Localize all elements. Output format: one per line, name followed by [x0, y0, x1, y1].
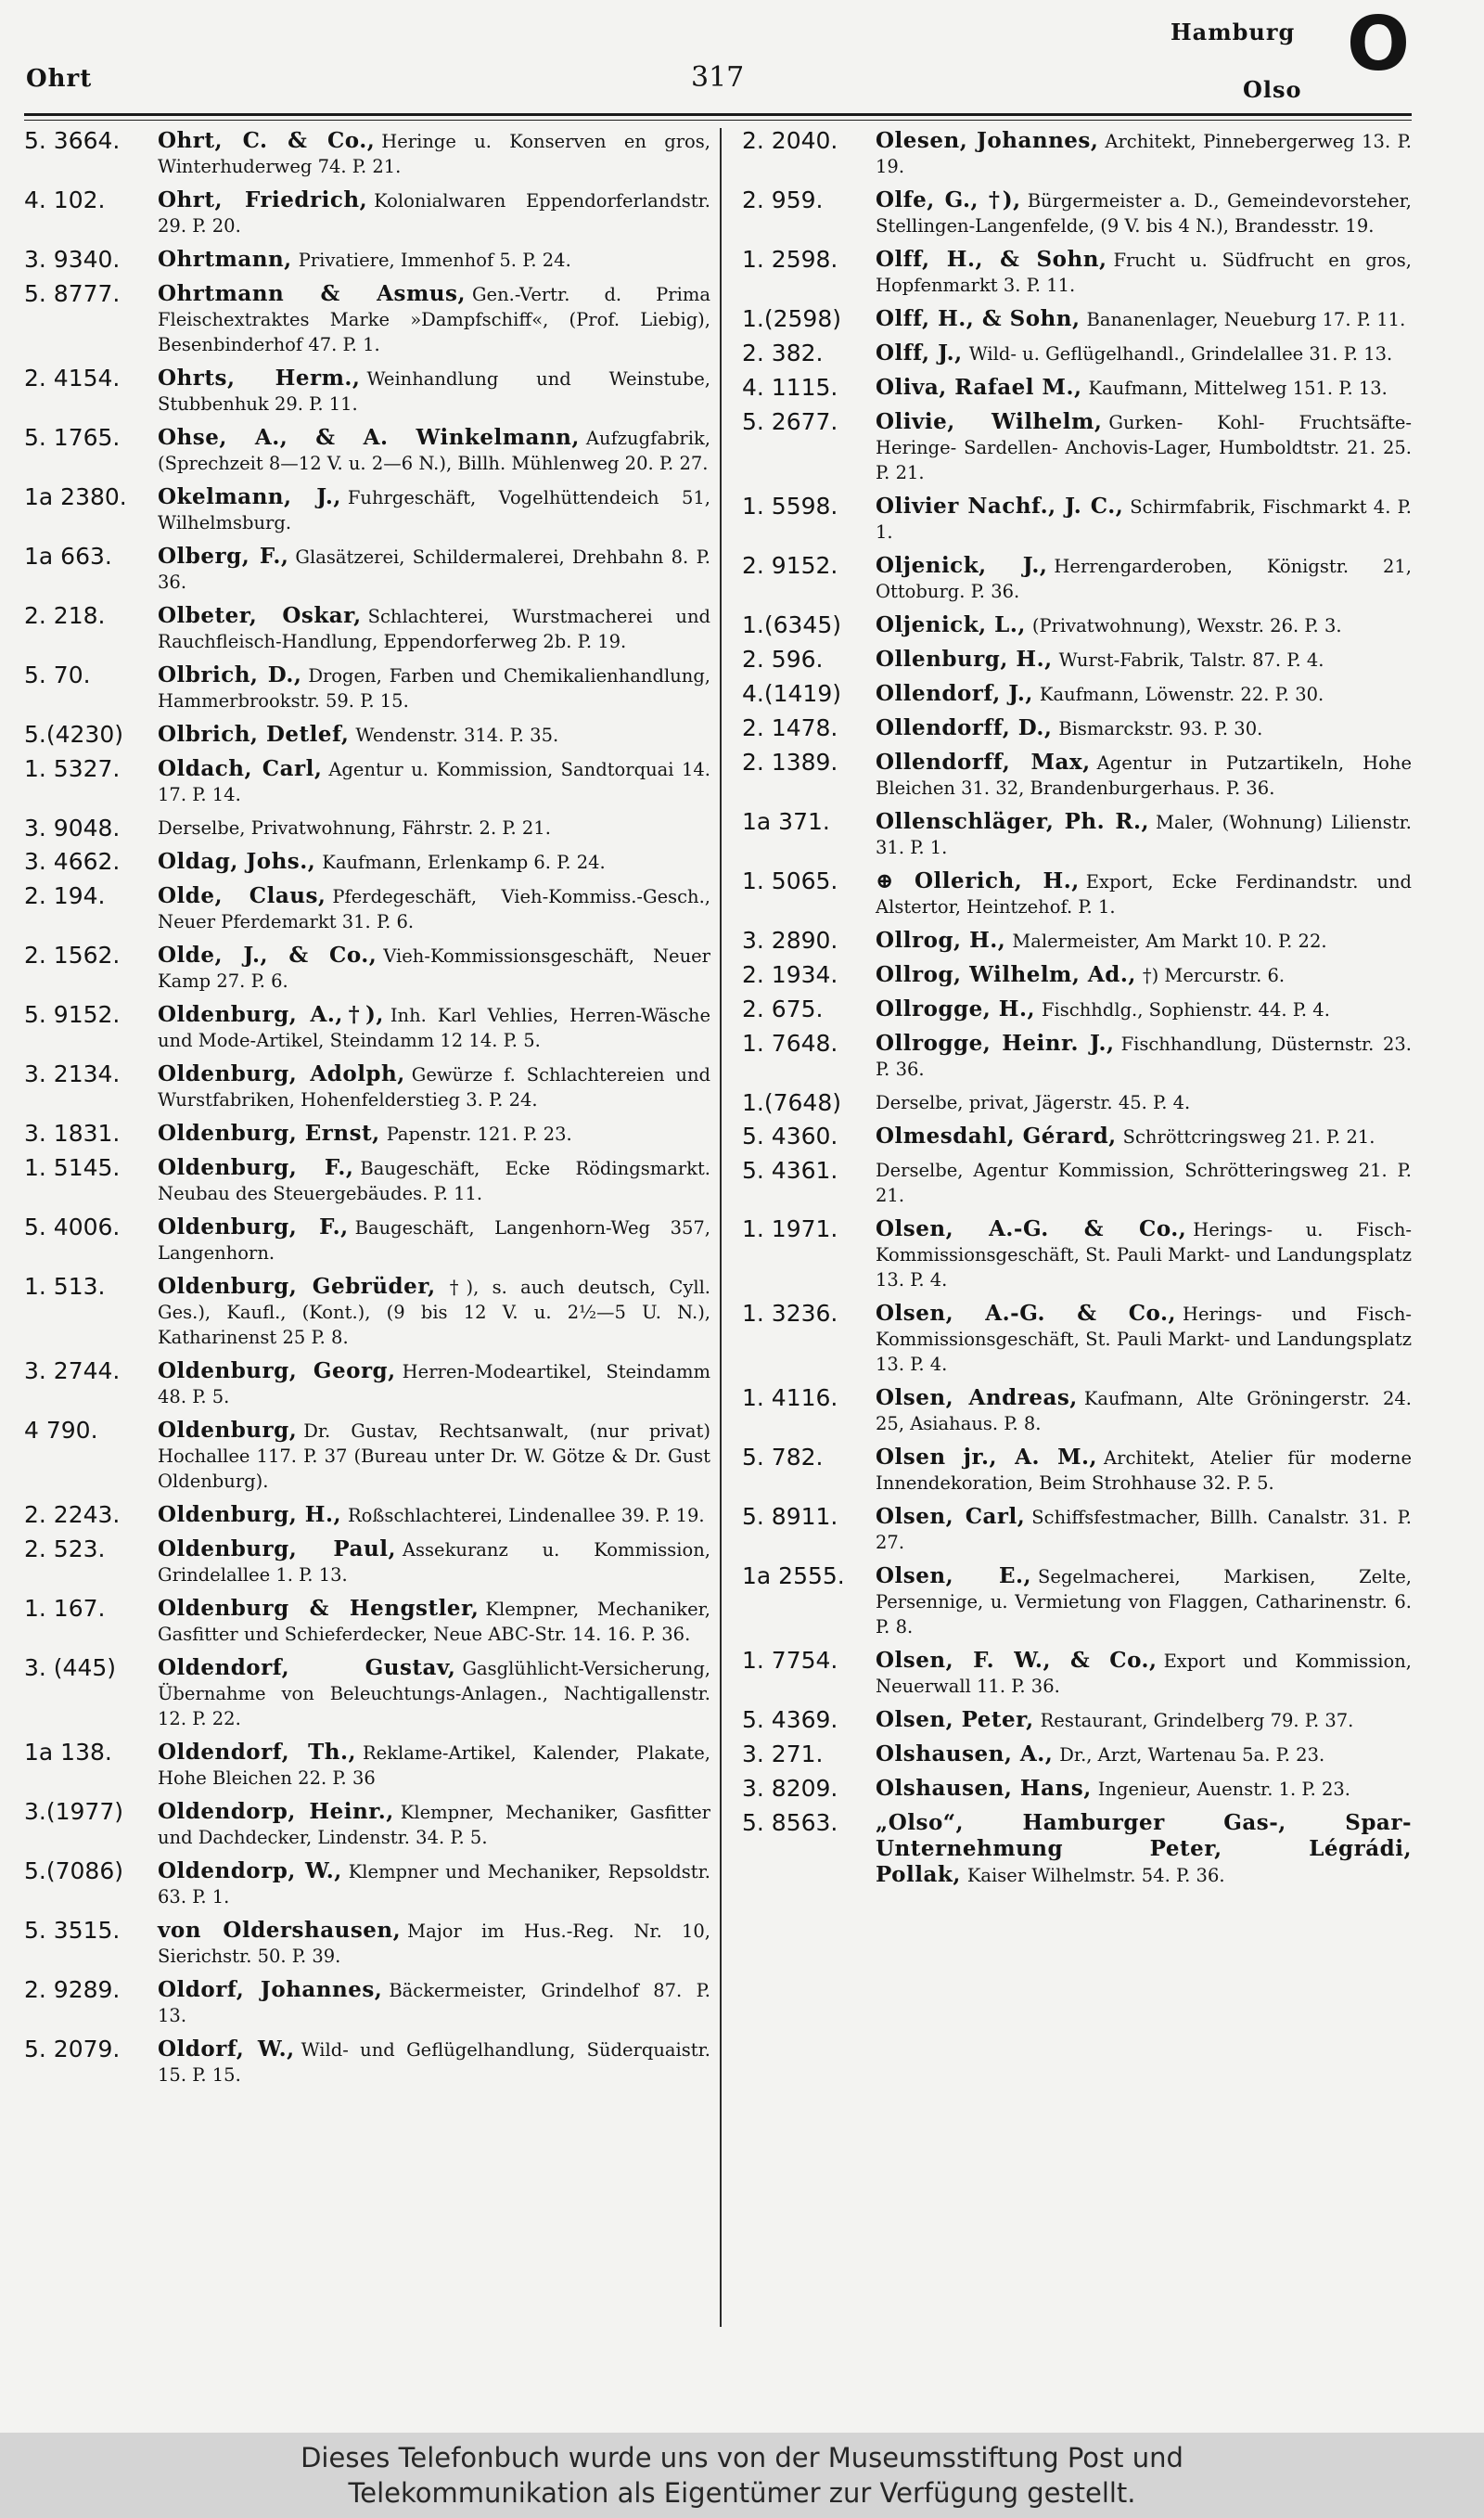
phone-number: 5. 3664. — [24, 127, 121, 154]
phone-number: 1a 663. — [24, 543, 112, 570]
directory-entry — [742, 1301, 1412, 1377]
subscriber-name: ⊕ Ollerich, H., — [876, 868, 1080, 893]
entry-details: Bismarckstr. 93. P. 30. — [1058, 718, 1263, 739]
phone-number: 5. 4361. — [742, 1157, 838, 1184]
subscriber-name: Oldag, Johs., — [158, 849, 316, 874]
directory-entry — [24, 1977, 710, 2028]
directory-entry — [24, 1002, 710, 1053]
entry-details: Architekt, Atelier für moderne Innendekoration, Beim Strohhause 32. P. 5. — [876, 1447, 1412, 1494]
directory-entry — [742, 1090, 1412, 1115]
directory-entry — [742, 247, 1412, 298]
footer-notice — [0, 2433, 1484, 2518]
subscriber-name: Oldenburg, F., — [158, 1155, 354, 1180]
subscriber-name: Oliva, Rafael M., — [876, 375, 1082, 400]
phone-number: 5.(4230) — [24, 721, 123, 748]
subscriber-name: Ollrog, Wilhelm, Ad., — [876, 962, 1136, 987]
directory-entry — [742, 1741, 1412, 1767]
subscriber-name: Ollendorff, D., — [876, 715, 1053, 740]
entry-details: Gewürze f. Schlachtereien und Wurstfabriken, Hohenfelderstieg 3. P. 24. — [158, 1064, 710, 1111]
subscriber-name: Olesen, Johannes, — [876, 128, 1099, 153]
phone-number: 1.(7648) — [742, 1089, 841, 1116]
directory-entry — [24, 1358, 710, 1409]
directory-entry — [742, 1707, 1412, 1733]
directory-entry — [24, 1502, 710, 1528]
directory-entry — [742, 962, 1412, 988]
phone-number: 3. 9048. — [24, 815, 121, 841]
subscriber-name: Olfe, G., †), — [876, 187, 1021, 212]
entry-details: Assekuranz u. Kommission, Grindelallee 1. P. 13. — [158, 1539, 710, 1586]
subscriber-name: Olsen, Andreas, — [876, 1385, 1078, 1410]
entry-details: †), s. auch deutsch, Cyll. Ges.), Kaufl., (Kont.), (9 bis 12 V. u. 2½—5 U. N.), Katharinenst 25 P. 8. — [158, 1277, 711, 1348]
subscriber-name: Ollrog, H., — [876, 928, 1006, 953]
phone-number: 3. 2744. — [24, 1357, 121, 1384]
directory-entry — [742, 1810, 1412, 1888]
phone-number: 3.(1977) — [24, 1798, 123, 1825]
directory-entry — [24, 1418, 710, 1494]
entry-details: Maler, (Wohnung) Lilienstr. 31. P. 1. — [876, 812, 1412, 858]
entry-details: Klempner, Mechaniker, Gasfitter und Dachdecker, Lindenstr. 34. P. 5. — [158, 1802, 710, 1848]
subscriber-name: Olsen, Carl, — [876, 1504, 1026, 1529]
entry-details: Baugeschäft, Langenhorn-Weg 357, Langenhorn. — [158, 1217, 710, 1264]
subscriber-name: Olff, H., & Sohn, — [876, 247, 1107, 272]
subscriber-name: Oldorf, W., — [158, 2036, 295, 2062]
phone-number: 1.(6345) — [742, 611, 841, 638]
entry-details: Major im Hus.-Reg. Nr. 10, Sierichstr. 50. P. 39. — [158, 1921, 711, 1967]
subscriber-name: Oldenburg, Georg, — [158, 1358, 396, 1383]
phone-number: 2. 959. — [742, 186, 824, 213]
entry-details: †) Mercurstr. 6. — [1142, 965, 1286, 986]
phone-number: 1a 2555. — [742, 1562, 845, 1589]
subscriber-name: Olbrich, Detlef, — [158, 722, 350, 747]
entry-details: Herings- u. Fisch-Kommissionsgeschäft, St. Pauli Markt- und Landungsplatz 13. P. 4. — [876, 1219, 1412, 1291]
directory-entry — [742, 375, 1412, 401]
entry-details: Wurst-Fabrik, Talstr. 87. P. 4. — [1058, 649, 1324, 671]
entry-details: Privatiere, Immenhof 5. P. 24. — [298, 250, 571, 271]
phone-number: 3. 9340. — [24, 246, 121, 273]
subscriber-name: Oldach, Carl, — [158, 756, 323, 781]
subscriber-name: Oldendorp, Heinr., — [158, 1799, 394, 1824]
phone-number: 4. 1115. — [742, 374, 838, 401]
directory-entry — [742, 1158, 1412, 1208]
entry-details: Derselbe, privat, Jägerstr. 45. P. 4. — [876, 1092, 1191, 1113]
directory-entry — [24, 187, 710, 238]
phone-number: 2. 4154. — [24, 365, 121, 392]
subscriber-name: Olde, J., & Co., — [158, 943, 377, 968]
directory-entry — [742, 1124, 1412, 1150]
entry-details: Schlachterei, Wurstmacherei und Rauchfleisch-Handlung, Eppendorferweg 2b. P. 19. — [158, 606, 711, 652]
phone-number: 5. 2079. — [24, 2036, 121, 2062]
subscriber-name: Olsen, A.-G. & Co., — [876, 1301, 1176, 1326]
directory-entry — [24, 281, 710, 357]
directory-entry — [24, 1918, 710, 1969]
entry-details: Segelmacherei, Markisen, Zelte, Persennige, u. Vermietung von Flaggen, Catharinenstr. 6. P. 8. — [876, 1566, 1412, 1638]
entry-details: Bananenlager, Neueburg 17. P. 11. — [1086, 309, 1406, 330]
entry-details: Frucht u. Südfrucht en gros, Hopfenmarkt 3. P. 11. — [876, 250, 1412, 296]
directory-entry — [24, 366, 710, 417]
entry-details: Wild- und Geflügelhandlung, Süderquaistr. 15. P. 15. — [158, 2039, 711, 2086]
entry-details: Wendenstr. 314. P. 35. — [355, 725, 559, 746]
subscriber-name: Olsen, Peter, — [876, 1707, 1034, 1732]
phone-number: 1. 1971. — [742, 1215, 838, 1242]
header-rule-thin — [24, 120, 1412, 121]
directory-entry — [24, 883, 710, 934]
left-column — [24, 128, 710, 2088]
phone-number: 2. 382. — [742, 340, 824, 366]
entry-details: Dr., Arzt, Wartenau 5a. P. 23. — [1059, 1744, 1325, 1766]
phone-number: 5. 3515. — [24, 1917, 121, 1944]
subscriber-name: Ollendorff, Max, — [876, 750, 1091, 775]
phone-number: 1. 167. — [24, 1595, 106, 1622]
phone-number: 3. 2890. — [742, 927, 838, 954]
directory-entry — [24, 484, 710, 535]
phone-number: 5. 70. — [24, 662, 91, 688]
entry-details: Kolonialwaren Eppendorferlandstr. 29. P. 20. — [158, 190, 710, 237]
directory-entry — [24, 756, 710, 807]
subscriber-name: Ollenburg, H., — [876, 647, 1053, 672]
phone-number: 2. 2243. — [24, 1501, 121, 1528]
phone-number: 5. 2677. — [742, 408, 838, 435]
subscriber-name: Ohrt, Friedrich, — [158, 187, 368, 212]
header-rule — [24, 113, 1412, 116]
directory-entry — [24, 1155, 710, 1206]
directory-entry — [24, 722, 710, 748]
phone-number: 5. 4006. — [24, 1214, 121, 1240]
phone-number: 1. 7754. — [742, 1647, 838, 1674]
directory-entry — [742, 750, 1412, 801]
directory-entry — [24, 2036, 710, 2088]
subscriber-name: Oldenburg, — [158, 1418, 298, 1443]
entry-details: Derselbe, Privatwohnung, Fährstr. 2. P. 21. — [158, 817, 551, 839]
entry-details: Wild- u. Geflügelhandl., Grindelallee 31. P. 13. — [968, 343, 1393, 365]
directory-entry — [742, 1385, 1412, 1436]
phone-number: 1a 138. — [24, 1739, 112, 1766]
directory-entry — [742, 1504, 1412, 1555]
entry-details: Fischhandlung, Düsternstr. 23. P. 36. — [876, 1034, 1412, 1080]
directory-entry — [742, 612, 1412, 638]
subscriber-name: Ohrtmann, — [158, 247, 292, 272]
directory-entry — [742, 187, 1412, 238]
phone-number: 1.(2598) — [742, 305, 841, 332]
phone-number: 2. 523. — [24, 1535, 106, 1562]
directory-entry — [742, 1031, 1412, 1082]
directory-entry — [742, 809, 1412, 860]
subscriber-name: Ohrtmann & Asmus, — [158, 281, 466, 306]
phone-number: 1a 2380. — [24, 483, 127, 510]
subscriber-name: Oldendorf, Th., — [158, 1740, 356, 1765]
entry-details: Schröttcringsweg 21. P. 21. — [1122, 1126, 1375, 1148]
directory-entry — [24, 603, 710, 654]
entry-details: Inh. Karl Vehlies, Herren-Wäsche und Mode-Artikel, Steindamm 12 14. P. 5. — [158, 1005, 710, 1051]
phone-number: 1. 3236. — [742, 1300, 838, 1327]
column-separator — [720, 128, 722, 2327]
subscriber-name: Olbrich, D., — [158, 662, 302, 687]
subscriber-name: Olsen, A.-G. & Co., — [876, 1216, 1187, 1241]
subscriber-name: Ollendorf, J., — [876, 681, 1033, 706]
subscriber-name: von Oldershausen, — [158, 1918, 402, 1943]
entry-details: Bäckermeister, Grindelhof 87. P. 13. — [158, 1980, 710, 2026]
right-column — [742, 128, 1412, 1888]
phone-number: 1a 371. — [742, 808, 830, 835]
directory-entry — [742, 868, 1412, 919]
phone-number: 4. 102. — [24, 186, 106, 213]
directory-entry — [24, 816, 710, 841]
phone-number: 5. 1765. — [24, 424, 121, 451]
entry-details: Export und Kommission, Neuerwall 11. P. 36. — [876, 1651, 1412, 1697]
subscriber-name: Olsen jr., A. M., — [876, 1445, 1098, 1470]
entry-details: Kaufmann, Löwenstr. 22. P. 30. — [1039, 684, 1324, 705]
phone-number: 1. 5327. — [24, 755, 121, 782]
phone-number: 2. 218. — [24, 602, 106, 629]
phone-number: 1. 2598. — [742, 246, 838, 273]
subscriber-name: Oldorf, Johannes, — [158, 1977, 383, 2002]
directory-entry — [24, 1596, 710, 1647]
phone-number: 1. 5065. — [742, 867, 838, 894]
directory-entry — [742, 715, 1412, 741]
phone-number: 5. 9152. — [24, 1001, 121, 1028]
directory-entry — [742, 494, 1412, 545]
subscriber-name: Oldenburg & Hengstler, — [158, 1596, 480, 1621]
directory-entry — [24, 1061, 710, 1112]
entry-details: Derselbe, Agentur Kommission, Schrötteringsweg 21. P. 21. — [876, 1160, 1412, 1206]
entry-details: Agentur in Putzartikeln, Hohe Bleichen 31. 32, Brandenburgerhaus. P. 36. — [876, 752, 1412, 799]
section-letter: O — [1347, 1, 1411, 87]
phone-number: 2. 1478. — [742, 714, 838, 741]
subscriber-name: Olbeter, Oskar, — [158, 603, 362, 628]
phone-number: 2. 1562. — [24, 942, 121, 969]
entry-details: Heringe u. Konserven en gros, Winterhuderweg 74. P. 21. — [158, 131, 710, 177]
phone-number: 1. 5598. — [742, 493, 838, 520]
footer-line-2: Telekommunikation als Eigentümer zur Verfügung gestellt. — [348, 2477, 1136, 2509]
entry-details: Roßschlachterei, Lindenallee 39. P. 19. — [347, 1505, 705, 1526]
directory-entry — [742, 681, 1412, 707]
entry-details: Export, Ecke Ferdinandstr. und Alstertor, Heintzehof. P. 1. — [876, 871, 1413, 918]
page-number: 317 — [691, 61, 745, 94]
header-left-keyword: Ohrt — [26, 65, 93, 93]
entry-details: Bürgermeister a. D., Gemeindevorsteher, Stellingen-Langenfelde, (9 V. bis 4 N.), Brandesstr. 19. — [876, 190, 1413, 237]
subscriber-name: „Olso“, Hamburger Gas-, Spar-Unternehmung Peter, Légrádi, Pollak, — [876, 1810, 1412, 1887]
phone-number: 3. 4662. — [24, 848, 121, 875]
phone-number: 3. 2134. — [24, 1060, 121, 1087]
directory-entry — [742, 647, 1412, 673]
entry-details: Malermeister, Am Markt 10. P. 22. — [1012, 931, 1327, 952]
subscriber-name: Oldendorp, W., — [158, 1858, 342, 1883]
entry-details: Kaufmann, Alte Gröningerstr. 24. 25, Asiahaus. P. 8. — [876, 1388, 1412, 1434]
entry-details: Herrengarderoben, Königstr. 21, Ottoburg. P. 36. — [876, 556, 1412, 602]
entry-details: Weinhandlung und Weinstube, Stubbenhuk 29. P. 11. — [158, 368, 711, 415]
phone-number: 5. 8911. — [742, 1503, 838, 1530]
subscriber-name: Oldenburg, Ernst, — [158, 1121, 380, 1146]
subscriber-name: Olshausen, A., — [876, 1741, 1054, 1766]
entry-details: Klempner, Mechaniker, Gasfitter und Schieferdecker, Neue ABC-Str. 14. 16. P. 36. — [158, 1599, 710, 1645]
directory-entry — [742, 306, 1412, 332]
directory-entry — [742, 996, 1412, 1022]
subscriber-name: Ohrt, C. & Co., — [158, 128, 376, 153]
entry-details: Gen.-Vertr. d. Prima Fleischextraktes Marke »Dampfschiff«, (Prof. Liebig), Besenbinderhof 47. P. 1. — [158, 284, 710, 355]
subscriber-name: Oldenburg, A.,†), — [158, 1002, 384, 1027]
subscriber-name: Olsen, E., — [876, 1563, 1032, 1588]
subscriber-name: Olshausen, Hans, — [876, 1776, 1092, 1801]
phone-number: 5. 4369. — [742, 1706, 838, 1733]
entry-details: Kaiser Wilhelmstr. 54. P. 36. — [966, 1865, 1225, 1886]
directory-entry — [24, 1858, 710, 1909]
phone-number: 5. 8563. — [742, 1809, 838, 1836]
directory-entry — [24, 425, 710, 476]
directory-entry — [24, 128, 710, 179]
subscriber-name: Olmesdahl, Gérard, — [876, 1124, 1117, 1149]
directory-entry — [742, 1648, 1412, 1699]
entry-details: Drogen, Farben und Chemikalienhandlung, Hammerbrookstr. 59. P. 15. — [158, 665, 710, 712]
phone-number: 3. (445) — [24, 1654, 117, 1681]
entry-details: Kaufmann, Erlenkamp 6. P. 24. — [322, 852, 606, 873]
header-right-keyword: Olso — [1243, 76, 1302, 103]
subscriber-name: Oljenick, L., — [876, 612, 1026, 637]
phone-number: 5. 8777. — [24, 280, 121, 307]
entry-details: Schiffsfestmacher, Billh. Canalstr. 31. P. 27. — [876, 1507, 1412, 1553]
phone-number: 1. 7648. — [742, 1030, 838, 1057]
directory-entry — [24, 1536, 710, 1587]
directory-entry — [742, 1445, 1412, 1496]
phone-number: 4.(1419) — [742, 680, 841, 707]
entry-details: Gurken- Kohl- Fruchtsäfte- Heringe- Sardellen- Anchovis-Lager, Humboldtstr. 21. 25. P. 21. — [876, 412, 1412, 483]
subscriber-name: Oljenick, J., — [876, 553, 1048, 578]
subscriber-name: Oldenburg, Paul, — [158, 1536, 396, 1561]
subscriber-name: Olsen, F. W., & Co., — [876, 1648, 1158, 1673]
phone-number: 4 790. — [24, 1417, 98, 1444]
entry-details: Herings- und Fisch-Kommissionsgeschäft, St. Pauli Markt- und Landungsplatz 13. P. 4. — [876, 1304, 1412, 1375]
entry-details: Glasätzerei, Schildermalerei, Drehbahn 8. P. 36. — [158, 546, 710, 593]
directory-entry — [742, 128, 1412, 179]
directory-entry — [24, 1214, 710, 1265]
phone-number: 1. 4116. — [742, 1384, 838, 1411]
phone-number: 3. 1831. — [24, 1120, 121, 1147]
directory-entry — [742, 409, 1412, 485]
entry-details: Gasglühlicht-Versicherung, Übernahme von Beleuchtungs-Anlagen., Nachtigallenstr. 12. P. 22. — [158, 1658, 710, 1729]
directory-entry — [24, 943, 710, 994]
directory-entry — [742, 1563, 1412, 1639]
header-city: Hamburg — [1171, 19, 1296, 45]
phone-number: 5.(7086) — [24, 1857, 123, 1884]
subscriber-name: Oldenburg, Gebrüder, — [158, 1274, 436, 1299]
subscriber-name: Olff, H., & Sohn, — [876, 306, 1081, 331]
entry-details: Schirmfabrik, Fischmarkt 4. P. 1. — [876, 496, 1412, 543]
directory-entry — [24, 1274, 710, 1350]
directory-entry — [24, 247, 710, 273]
directory-entry — [24, 1799, 710, 1850]
entry-details: Klempner und Mechaniker, Repsoldstr. 63. P. 1. — [158, 1861, 711, 1908]
phone-number: 2. 596. — [742, 646, 824, 673]
entry-details: Aufzugfabrik, (Sprechzeit 8—12 V. u. 2—6 N.), Billh. Mühlenweg 20. P. 27. — [158, 428, 710, 474]
entry-details: Kaufmann, Mittelweg 151. P. 13. — [1088, 378, 1388, 399]
subscriber-name: Ollrogge, Heinr. J., — [876, 1031, 1115, 1056]
subscriber-name: Olde, Claus, — [158, 883, 326, 908]
phone-number: 2. 1389. — [742, 749, 838, 776]
subscriber-name: Olff, J., — [876, 340, 963, 366]
subscriber-name: Olberg, F., — [158, 544, 289, 569]
entry-details: Ingenieur, Auenstr. 1. P. 23. — [1097, 1779, 1350, 1800]
phone-number: 1. 513. — [24, 1273, 106, 1300]
subscriber-name: Ollrogge, H., — [876, 996, 1036, 1021]
phone-number: 1. 5145. — [24, 1154, 121, 1181]
entry-details: (Privatwohnung), Wexstr. 26. P. 3. — [1031, 615, 1342, 636]
entry-details: Vieh-Kommissionsgeschäft, Neuer Kamp 27. P. 6. — [158, 945, 710, 992]
entry-details: Fuhrgeschäft, Vogelhüttendeich 51, Wilhelmsburg. — [158, 487, 710, 533]
directory-entry — [742, 1776, 1412, 1802]
directory-entry — [24, 1655, 710, 1731]
subscriber-name: Ollenschläger, Ph. R., — [876, 809, 1149, 834]
directory-entry — [24, 1740, 710, 1791]
entry-details: Baugeschäft, Ecke Rödingsmarkt. Neubau des Steuergebäudes. P. 11. — [158, 1158, 710, 1204]
entry-details: Restaurant, Grindelberg 79. P. 37. — [1040, 1710, 1354, 1731]
entry-details: Papenstr. 121. P. 23. — [386, 1124, 572, 1145]
footer-line-1: Dieses Telefonbuch wurde uns von der Museumsstiftung Post und — [301, 2442, 1183, 2473]
phone-number: 5. 782. — [742, 1444, 824, 1471]
entry-details: Architekt, Pinnebergerweg 13. P. 19. — [876, 131, 1413, 177]
phone-number: 3. 8209. — [742, 1775, 838, 1802]
subscriber-name: Ohrts, Herm., — [158, 366, 361, 391]
directory-entry — [742, 553, 1412, 604]
phone-number: 3. 271. — [742, 1741, 824, 1767]
subscriber-name: Oldenburg, F., — [158, 1214, 349, 1240]
subscriber-name: Okelmann, J., — [158, 484, 341, 509]
subscriber-name: Oldenburg, H., — [158, 1502, 341, 1527]
subscriber-name: Oldendorf, Gustav, — [158, 1655, 456, 1680]
phone-number: 2. 9152. — [742, 552, 838, 579]
phone-number: 2. 194. — [24, 882, 106, 909]
phone-number: 2. 9289. — [24, 1976, 121, 2003]
entry-details: Reklame-Artikel, Kalender, Plakate, Hohe Bleichen 22. P. 36 — [158, 1742, 710, 1789]
directory-entry — [24, 1121, 710, 1147]
entry-details: Herren-Modeartikel, Steindamm 48. P. 5. — [158, 1361, 710, 1407]
directory-entry — [742, 1216, 1412, 1292]
directory-entry — [742, 340, 1412, 366]
directory-entry — [24, 662, 710, 713]
directory-entry — [742, 928, 1412, 954]
subscriber-name: Ohse, A., & A. Winkelmann, — [158, 425, 580, 450]
subscriber-name: Olivier Nachf., J. C., — [876, 494, 1124, 519]
entry-details: Pferdegeschäft, Vieh-Kommiss.-Gesch., Neuer Pferdemarkt 31. P. 6. — [158, 886, 710, 932]
phone-number: 2. 1934. — [742, 961, 838, 988]
phone-number: 2. 2040. — [742, 127, 838, 154]
entry-details: Fischhdlg., Sophienstr. 44. P. 4. — [1042, 999, 1330, 1021]
phone-number: 5. 4360. — [742, 1123, 838, 1150]
subscriber-name: Olivie, Wilhelm, — [876, 409, 1103, 434]
entry-details: Dr. Gustav, Rechtsanwalt, (nur privat) Hochallee 117. P. 37 (Bureau unter Dr. W. Götze & Dr. Gust Oldenburg). — [158, 1420, 710, 1492]
phone-number: 2. 675. — [742, 996, 824, 1022]
directory-entry — [24, 849, 710, 875]
entry-details: Agentur u. Kommission, Sandtorquai 14. 17. P. 14. — [158, 759, 710, 805]
directory-entry — [24, 544, 710, 595]
subscriber-name: Oldenburg, Adolph, — [158, 1061, 405, 1086]
